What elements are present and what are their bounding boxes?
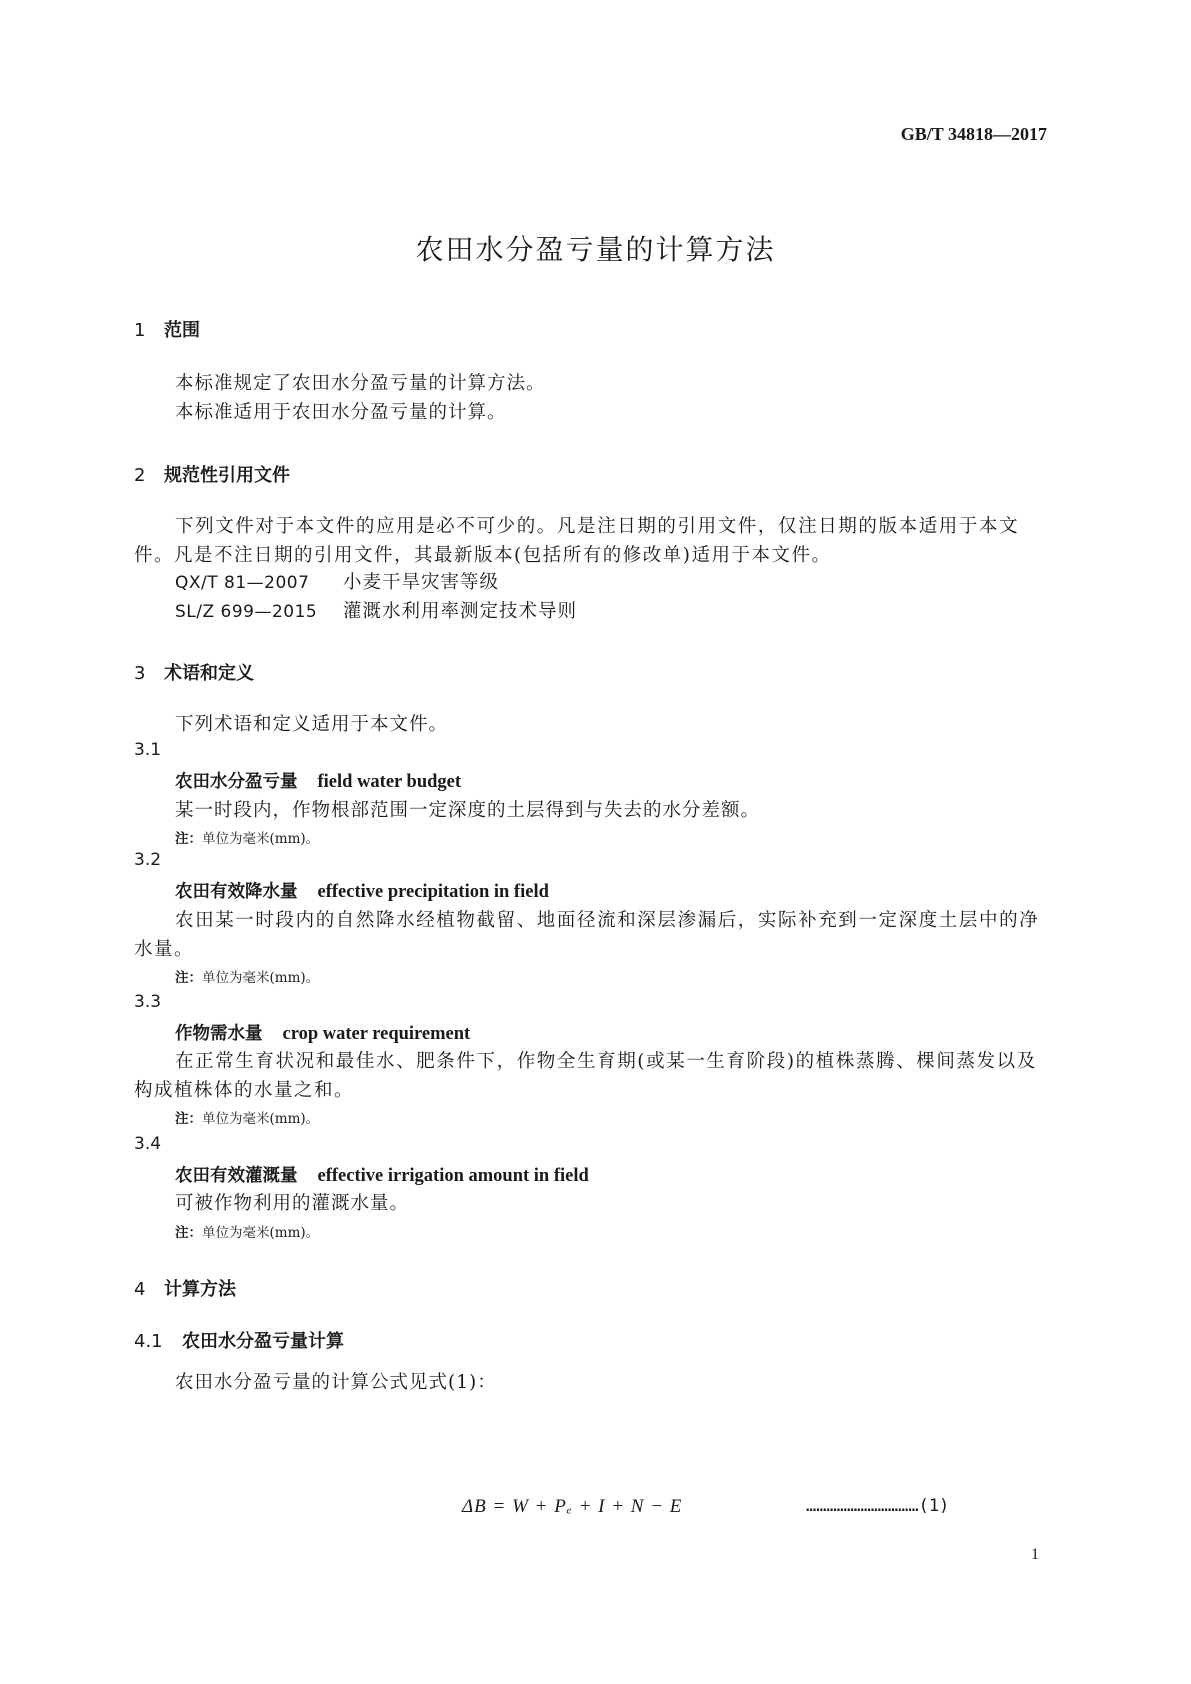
term-number: 3.4: [134, 1134, 162, 1154]
normative-reference: [175, 568, 499, 594]
paragraph: 本标准规定了农田水分盈亏量的计算方法。: [175, 373, 546, 394]
paragraph: 农田水分盈亏量的计算公式见式(1)：: [175, 1372, 497, 1393]
term-heading: [175, 1020, 470, 1045]
formula: ΔB = W + Pₑ + I + N − E: [462, 1496, 683, 1517]
term-note: [175, 827, 319, 847]
reference-code: QX/T 81—2007: [175, 573, 310, 593]
subsection-number: 4.1: [134, 1331, 163, 1352]
section-title: 计算方法: [164, 1279, 236, 1300]
reference-title: 灌溉水利用率测定技术导则: [343, 601, 578, 622]
term-definition: 农田某一时段内的自然降水经植物截留、地面径流和深层渗漏后，实际补充到一定深度土层中的净: [175, 910, 1040, 931]
term-number: 3.3: [134, 992, 162, 1012]
term-en: crop water requirement: [282, 1024, 471, 1044]
section-number: 2: [134, 465, 146, 486]
term-note: [175, 1221, 319, 1241]
note-label: 注：: [175, 1225, 202, 1241]
paragraph: 本标准适用于农田水分盈亏量的计算。: [175, 402, 507, 423]
term-note: [175, 966, 319, 986]
section-4-heading: [134, 1275, 236, 1301]
section-number: 4: [134, 1279, 146, 1300]
term-en: effective irrigation amount in field: [317, 1166, 589, 1186]
section-1-heading: [134, 316, 200, 342]
term-zh: 农田水分盈亏量: [175, 772, 298, 792]
term-zh: 农田有效降水量: [175, 882, 298, 902]
equation-number: ……………………………(1): [806, 1496, 950, 1516]
term-definition: 可被作物利用的灌溉水量。: [175, 1193, 410, 1214]
section-number: 3: [134, 663, 146, 684]
note-text: 单位为毫米(mm)。: [202, 1111, 320, 1127]
paragraph-line: 下列文件对于本文件的应用是必不可少的。凡是注日期的引用文件，仅注日期的版本适用于本文: [175, 516, 1020, 537]
note-text: 单位为毫米(mm)。: [202, 831, 320, 847]
section-3-heading: [134, 659, 254, 685]
term-zh: 作物需水量: [175, 1024, 263, 1044]
term-heading: [175, 878, 549, 903]
section-title: 术语和定义: [164, 663, 254, 684]
term-number: 3.2: [134, 850, 162, 870]
note-text: 单位为毫米(mm)。: [202, 1225, 320, 1241]
term-note: [175, 1107, 319, 1127]
term-heading: [175, 768, 461, 793]
subsection-title: 农田水分盈亏量计算: [182, 1331, 344, 1352]
normative-reference: [175, 597, 577, 623]
note-text: 单位为毫米(mm)。: [202, 970, 320, 986]
section-title: 范围: [164, 320, 200, 341]
paragraph-line: 件。凡是不注日期的引用文件，其最新版本(包括所有的修改单)适用于本文件。: [134, 545, 832, 566]
section-number: 1: [134, 320, 146, 341]
note-label: 注：: [175, 831, 202, 847]
term-number: 3.1: [134, 740, 162, 760]
term-en: effective precipitation in field: [317, 882, 549, 902]
term-heading: [175, 1162, 589, 1187]
note-label: 注：: [175, 970, 202, 986]
term-en: field water budget: [317, 772, 462, 792]
standard-code: GB/T 34818—2017: [900, 124, 1047, 144]
term-definition-cont: 构成植株体的水量之和。: [134, 1080, 355, 1101]
note-label: 注：: [175, 1111, 202, 1127]
term-zh: 农田有效灌溉量: [175, 1166, 298, 1186]
term-definition: 在正常生育状况和最佳水、肥条件下，作物全生育期(或某一生育阶段)的植株蒸腾、棵间蒸发以及: [175, 1051, 1037, 1072]
section-2-heading: [134, 461, 290, 487]
term-definition-cont: 水量。: [134, 939, 195, 960]
reference-title: 小麦干旱灾害等级: [343, 572, 500, 593]
section-title: 规范性引用文件: [164, 465, 290, 486]
paragraph: 下列术语和定义适用于本文件。: [175, 714, 449, 735]
page-number: 1: [1031, 1546, 1039, 1563]
subsection-4-1-heading: [134, 1327, 344, 1353]
reference-code: SL/Z 699—2015: [175, 602, 318, 622]
term-definition: 某一时段内，作物根部范围一定深度的土层得到与失去的水分差额。: [175, 800, 761, 821]
document-title: 农田水分盈亏量的计算方法: [415, 233, 776, 266]
